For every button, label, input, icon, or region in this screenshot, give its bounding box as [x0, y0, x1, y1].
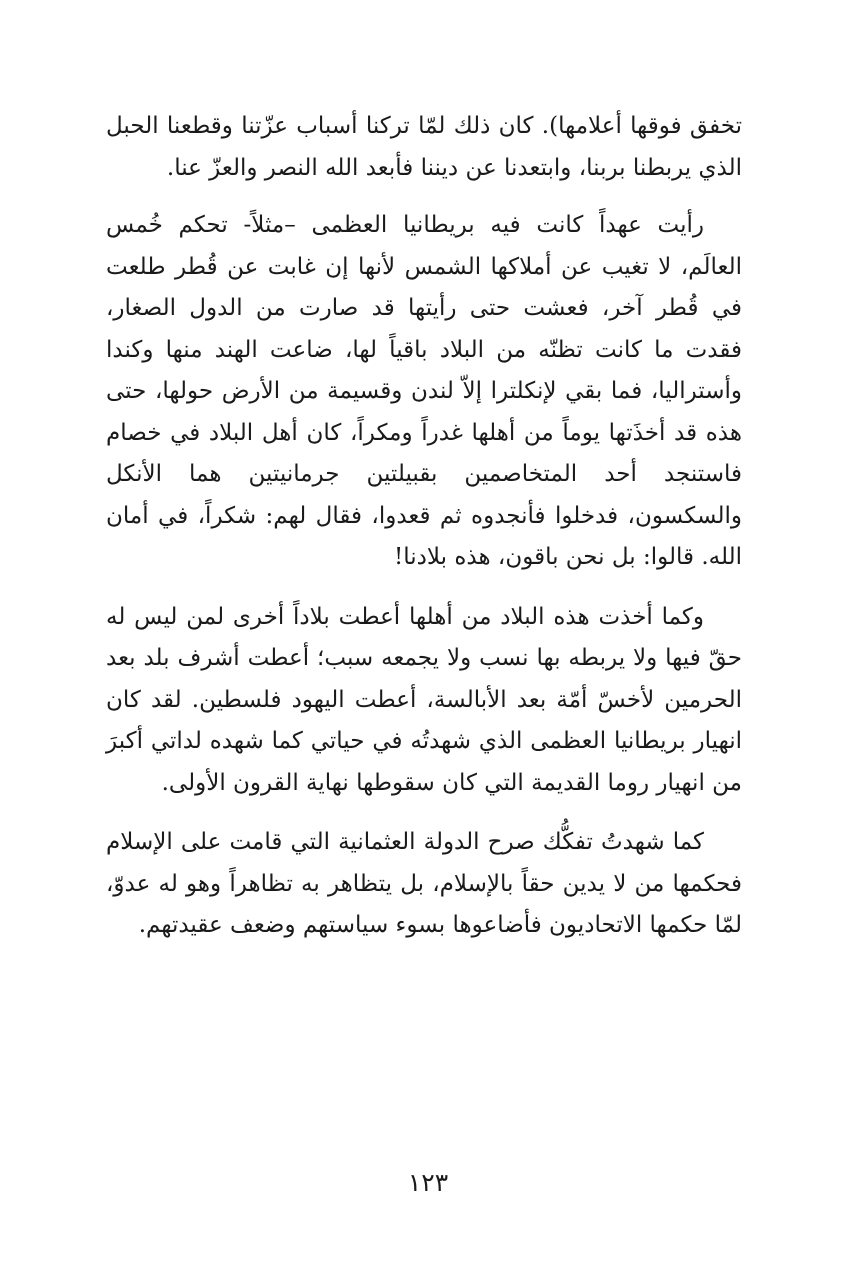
paragraph-1: تخفق فوقها أعلامها). كان ذلك لمّا تركنا أسباب عزّتنا وقطعنا الحبل الذي يربطنا بربنا، وابتعدنا عن ديننا فأبعد الله النصر والعزّ عنا. — [106, 113, 742, 181]
body-text — [106, 106, 742, 947]
paragraph-3: وكما أخذت هذه البلاد من أهلها أعطت بلاداً أخرى لمن ليس له حقّ فيها ولا يربطه بها نسب ولا يجمعه سبب؛ أعطت أشرف بلد بعد الحرمين لأخسّ أمّة بعد الأبالسة، أعطت اليهود فلسطين. لقد كان انهيار بريطانيا العظمى الذي شهدتُه في حياتي كما شهده لداتي أكبرَ من انهيار روما القديمة التي كان سقوطها نهاية القرون الأولى. — [106, 603, 742, 796]
page-number: ١٢٣ — [407, 1168, 449, 1197]
paragraph-4: كما شهدتُ تفكُّك صرح الدولة العثمانية التي قامت على الإسلام فحكمها من لا يدين حقاً بالإسلام، بل يتظاهر به تظاهراً وهو له عدوّ، لمّا حكمها الاتحاديون فأضاعوها بسوء سياستهم وضعف عقيدتهم. — [106, 829, 742, 938]
paragraph-2: رأيت عهداً كانت فيه بريطانيا العظمى –مثلاً- تحكم خُمس العالَم، لا تغيب عن أملاكها الشمس لأنها إن غابت عن قُطر طلعت في قُطر آخر، فعشت حتى رأيتها قد صارت من الدول الصغار، فقدت ما كانت تظنّه من البلاد باقياً لها، ضاعت الهند منها وكندا وأستراليا، فما بقي لإنكلترا إلاّ لندن وقسيمة من الأرض حولها، حتى هذه قد أخذَتها يوماً من أهلها غدراً ومكراً، كان أهل البلاد في خصام فاستنجد أحد المتخاصمين بقبيلتين جرمانيتين هما الأنكل والسكسون، فدخلوا فأنجدوه ثم قعدوا، فقال لهم: شكراً، في أمان الله. قالوا: بل نحن باقون، هذه بلادنا! — [106, 212, 742, 570]
